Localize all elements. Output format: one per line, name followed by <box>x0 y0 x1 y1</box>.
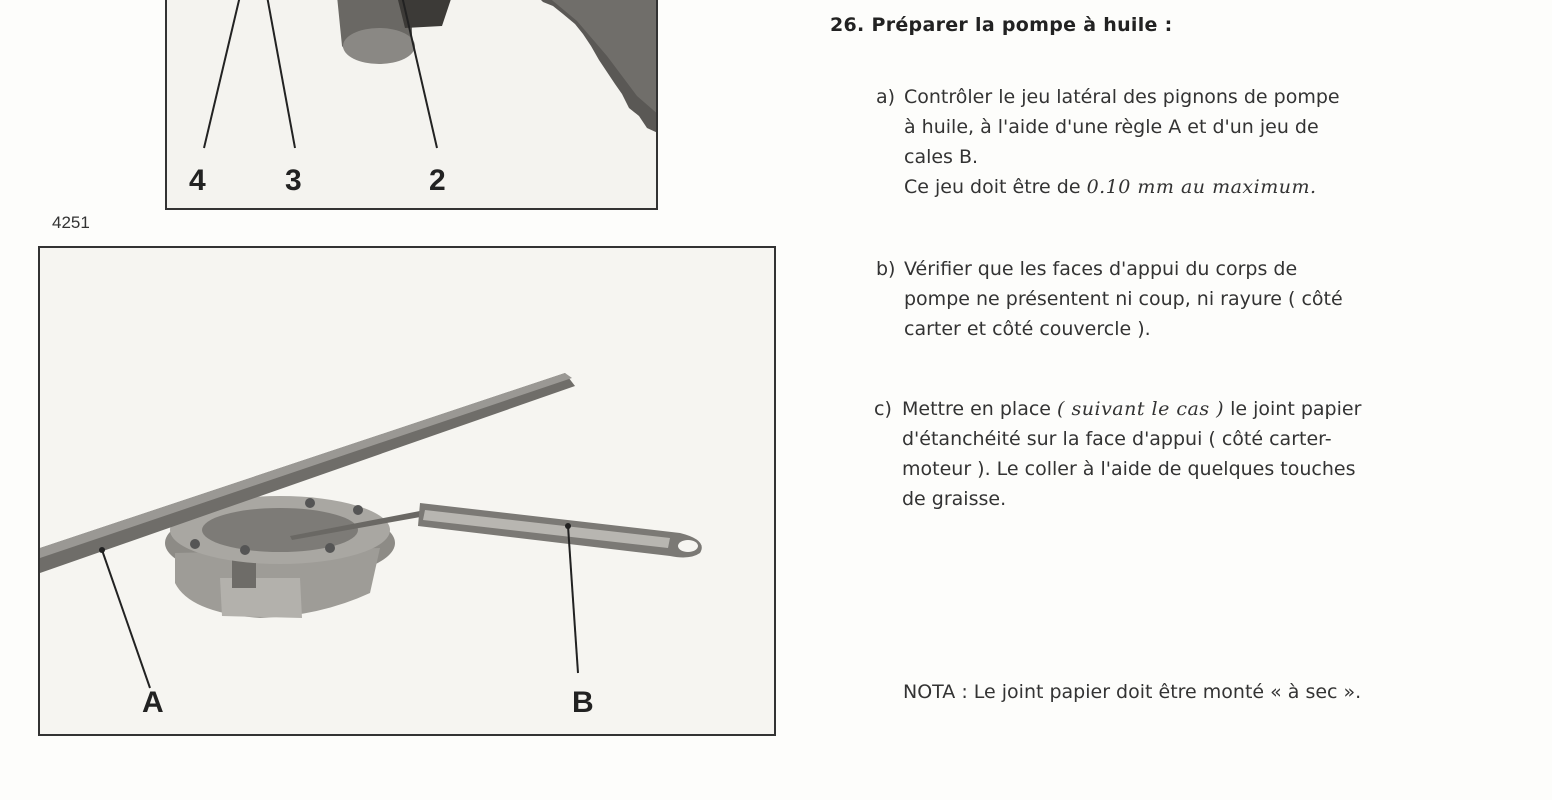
step-c-first-line <box>902 394 1361 424</box>
bottom-figure <box>38 246 776 736</box>
step-a-line: Contrôler le jeu latéral des pignons de pompe <box>904 86 1340 108</box>
callout-a: A <box>142 686 164 719</box>
step-c-suffix: le joint papier <box>1224 398 1362 420</box>
step-c-body <box>902 394 1361 514</box>
top-figure-photo <box>167 0 658 210</box>
step-b-body <box>904 254 1343 344</box>
step-b-line: Vérifier que les faces d'appui du corps de <box>904 258 1298 280</box>
callout-4: 4 <box>189 164 206 197</box>
step-c-line: d'étanchéité sur la face d'appui ( côté carter- <box>902 428 1332 450</box>
bottom-figure-photo <box>40 248 776 736</box>
step-c-italic: ( suivant le cas ) <box>1057 398 1225 420</box>
step-a-spec-prefix: Ce jeu doit être de <box>904 176 1087 198</box>
step-a-line: à huile, à l'aide d'une règle A et d'un jeu de <box>904 116 1319 138</box>
section-title: 26. Préparer la pompe à huile : <box>830 14 1173 36</box>
callout-2: 2 <box>429 164 446 197</box>
step-a-body <box>904 82 1340 202</box>
step-b-line: carter et côté couvercle ). <box>904 318 1151 340</box>
step-c-prefix: Mettre en place <box>902 398 1058 420</box>
callout-b: B <box>572 686 594 719</box>
nota-text: NOTA : Le joint papier doit être monté « à sec ». <box>903 681 1362 703</box>
step-c-marker: c) <box>874 398 892 420</box>
top-figure <box>165 0 658 210</box>
step-a-line: cales B. <box>904 146 979 168</box>
step-b-line: pompe ne présentent ni coup, ni rayure ( côté <box>904 288 1343 310</box>
step-b-marker: b) <box>876 258 896 280</box>
step-c-line: moteur ). Le coller à l'aide de quelques touches <box>902 458 1356 480</box>
step-a-spec-value: 0.10 mm au maximum. <box>1086 176 1317 198</box>
step-a-marker: a) <box>876 86 896 108</box>
figure-number: 4251 <box>52 213 90 232</box>
callout-3: 3 <box>285 164 302 197</box>
step-a-spec-line <box>904 172 1340 202</box>
step-c-line: de graisse. <box>902 488 1007 510</box>
